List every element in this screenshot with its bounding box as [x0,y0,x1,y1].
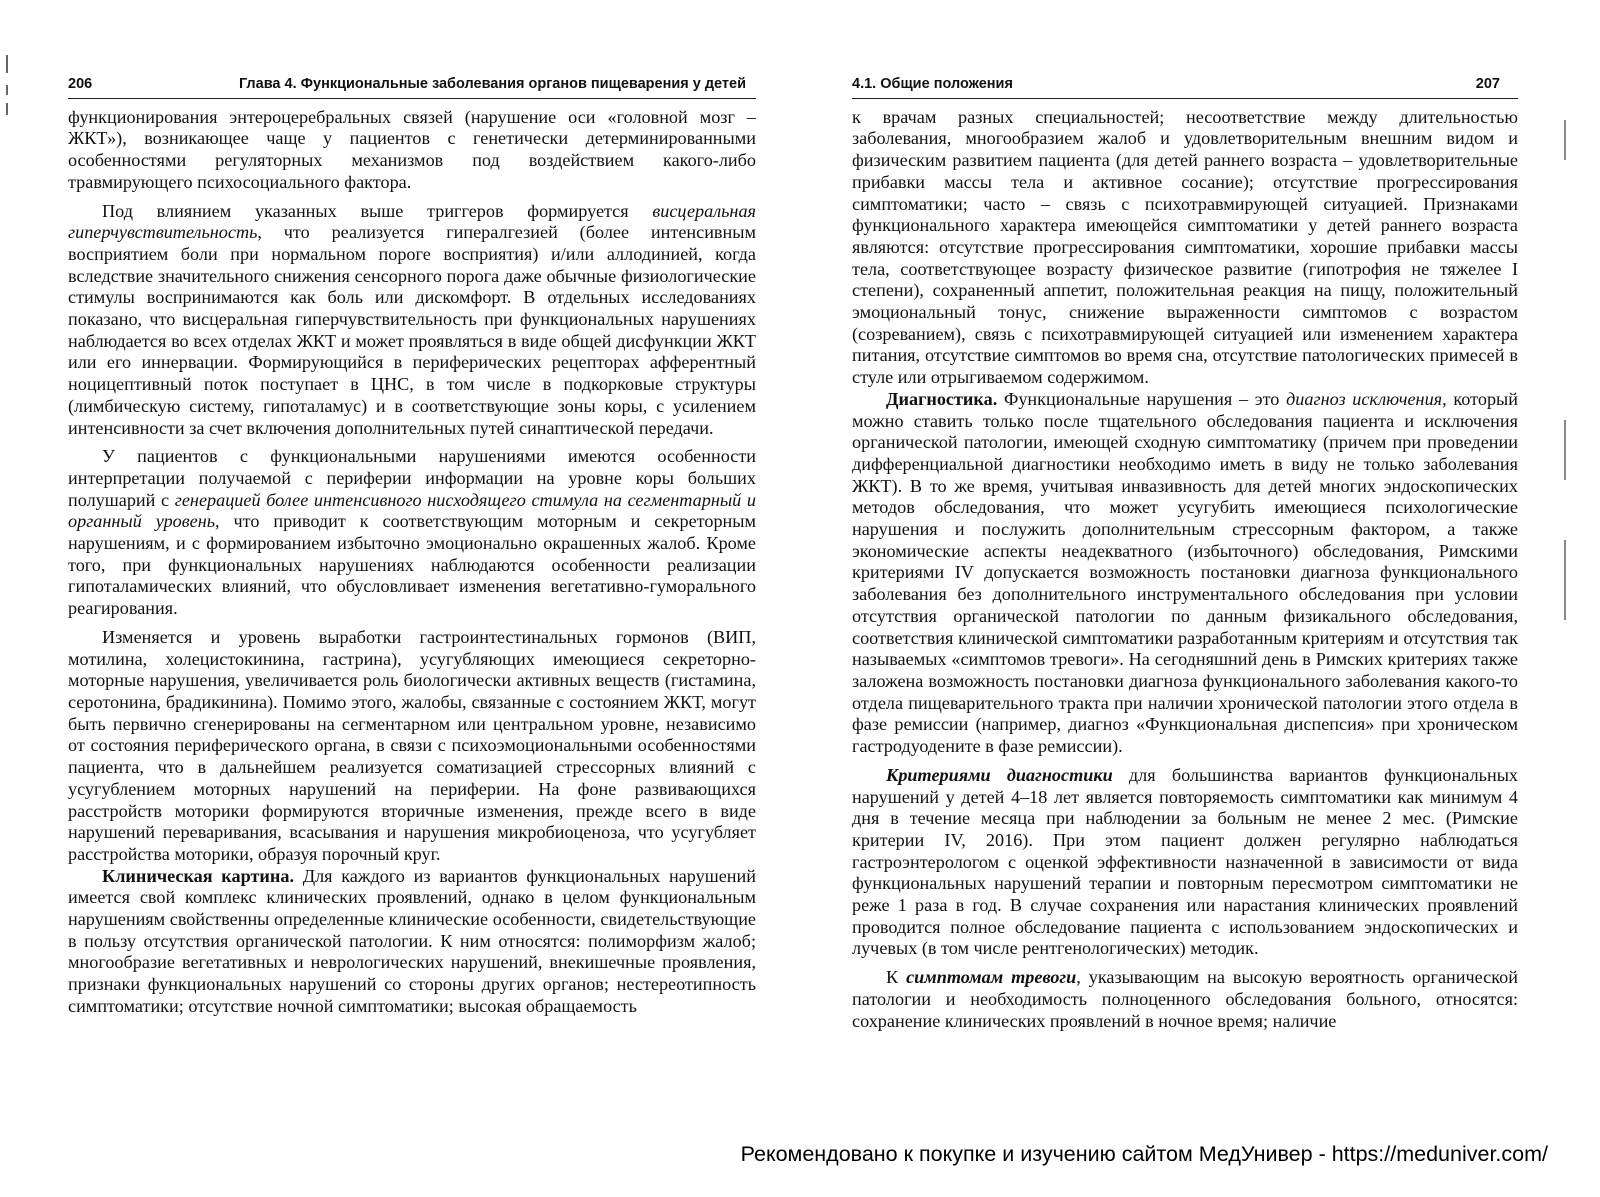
emphasis: генерацией более интенсивного нисходящего стимула на сегментарный и органный уровень [68,489,757,532]
paragraph: Изменяется и уровень выработки гастроинтестинальных гормонов (ВИП, мотилина, холецистокинина, гастрина), усугубляющих имеющиеся секреторно-моторные нарушения, увеличивается роль биологически активных веществ (гистамина, серотонина, брадикинина). Помимо этого, жалобы, связанные с состоянием ЖКТ, могут быть первично сгенерированы на сегментарном или центральном уровне, независимо от состояния периферического органа, в связи с психоэмоциональными особенностями пациента, что в дальнейшем реализуется соматизацией стрессорных влияний с усугублением моторных нарушений на периферии. На фоне развивающихся расстройств моторики формируются вторичные изменения, прежде всего в виде нарушений переваривания, всасывания и нарушения микробиоценоза, что усугубляет расстройства моторики, образуя порочный круг. [68,626,756,864]
watermark-footer: Рекомендовано к покупке и изучению сайтом МедУнивер - https://meduniver.com/ [740,1142,1548,1166]
right-page-header [852,74,1518,99]
paragraph: Критериями диагностики для большинства вариантов функциональных нарушений у детей 4–18 лет является повторяемость симптоматики как минимум 4 дня в течение месяца при наблюдении за больным не менее 2 мес. (Римские критерии IV, 2016). При этом пациент должен регулярно наблюдаться гастроэнтерологом с оценкой эффективности назначенной в зависимости от вида функциональных нарушений терапии и повторным пересмотром симптоматики не реже 1 раза в год. В случае сохранения или нарастания клинических проявлений проводится полное обследование пациента с использованием эндоскопических и лучевых (в том числе рентгенологических) методик. [852,764,1519,959]
left-page-body [68,107,756,1018]
right-page-body [852,107,1518,1033]
paragraph: Клиническая картина. Для каждого из вариантов функциональных нарушений имеется свой комплекс клинических проявлений, однако в целом функциональным нарушениям свойственны определенные клинические особенности, свидетельствующие в пользу отсутствия органической патологии. К ним относятся: полиморфизм жалоб; многообразие вегетативных и неврологических нарушений, внекишечные проявления, признаки функциональных нарушений со стороны других органов; нестереотипность симптоматики; отсутствие ночной симптоматики; высокая обращаемость [68,865,756,1016]
emphasis-bold: симптомам тревоги [906,967,1077,988]
emphasis-bold: Критериями диагностики [886,764,1113,785]
paragraph: к врачам разных специальностей; несоответствие между длительностью заболевания, многообразием жалоб и удовлетворительным внешним видом и физическим развитием пациента (для детей раннего возраста – удовлетворительные прибавки массы тела и активное сосание); отсутствие прогрессирования симптоматики; часто – связь с психотравмирующей ситуацией. Признаками функционального характера имеющейся симптоматики у детей раннего возраста являются: отсутствие прогрессирования симптоматики, хорошие прибавки массы тела, соответствующее возрасту физическое развитие (гипотрофия не тяжелее I степени), сохраненный аппетит, положительная реакция на пищу, положительный эмоциональный тонус, снижение выраженности симптомов с возрастом (созреванием), связь с психотравмирующей ситуацией или изменением характера питания, отсутствие симптомов во время сна, отсутствие патологических примесей в стуле или отрыгиваемом содержимом. [852,106,1518,388]
running-head: 4.1. Общие положения [852,76,1013,92]
paragraph: Под влиянием указанных выше триггеров формируется висцеральная гиперчувствительность, что реализуется гипералгезией (более интенсивным восприятием боли при нормальном пороге восприятия) и/или аллодинией, когда вследствие значительного снижения сенсорного порога даже обычные физиологические стимулы воспринимаются как боль или дискомфорт. В отдельных исследованиях показано, что висцеральная гиперчувствительность при функциональных нарушениях наблюдается во всех отделах ЖКТ и может проявляться в виде общей дисфункции ЖКТ или его иннервации. Формирующийся в периферических рецепторах афферентный ноцицептивный поток поступает в ЦНС, в том числе в подкорковые структуры (лимбическую систему, гипоталамус) и в соответствующие зоны коры, с усилением интенсивности за счет включения дополнительных путей синаптической передачи. [68,200,756,438]
page-edge-marks-right [1564,120,1566,640]
paragraph: К симптомам тревоги, указывающим на высокую вероятность органической патологии и необходимость полноценного обследования больного, относятся: сохранение клинических проявлений в ночное время; наличие [852,967,1518,1031]
page-number: 207 [1475,76,1500,92]
right-page [852,74,1518,1032]
section-heading: Диагностика. [886,388,998,409]
paragraph: функционирования энтероцеребральных связей (нарушение оси «головной мозг – ЖКТ»), возникающее чаще у пациентов с генетически детерминированными особенностями регуляторных механизмов под воздействием какого-либо травмирующего психосоциального фактора. [68,106,756,192]
left-page [68,74,756,1018]
emphasis: диагноз исключения [1286,388,1443,409]
page-number: 206 [68,76,93,92]
paragraph: У пациентов с функциональными нарушениями имеются особенности интерпретации получаемой с периферии информации на уровне коры больших полушарий с генерацией более интенсивного нисходящего стимула на сегментарный и органный уровень, что приводит к соответствующим моторным и секреторным нарушениям, и с формированием избыточно эмоционально окрашенных жалоб. Кроме того, при функциональных нарушениях наблюдаются особенности реализации гипоталамических влияний, что обусловливает изменения вегетативно-гуморального реагирования. [68,446,757,619]
emphasis: висцеральная гиперчувствительность [68,200,756,243]
paragraph: Диагностика. Функциональные нарушения – это диагноз исключения, который можно ставить только после тщательного обследования пациента и исключения органической патологии, имеющей сходную симптоматику (причем при проведении дифференциальной диагностики необходимо иметь в виду не только заболевания ЖКТ). В то же время, учитывая инвазивность для детей многих эндоскопических методов обследования, что может усугубить имеющиеся психологические нарушения и послужить дополнительным стрессорным фактором, а также экономические аспекты неадекватного (избыточного) обследования, Римскими критериями IV допускается возможность постановки диагноза функционального заболевания без дополнительного инструментального обследования при условии отсутствия органической патологии по данным физикального обследования, соответствия клинической симптоматики разработанным критериям и отсутствия так называемых «симптомов тревоги». На сегодняшний день в Римских критериях также заложена возможность постановки диагноза функционального заболевания какого-то отдела пищеварительного тракта при наличии хронической патологии этого отдела в фазе ремиссии (например, диагноз «Функциональная диспепсия» при хроническом гастродуодените в фазе ремиссии). [852,388,1518,757]
left-page-header [68,74,756,99]
page-edge-marks [6,55,8,115]
section-heading: Клиническая картина. [102,865,294,886]
running-head: Глава 4. Функциональные заболевания органов пищеварения у детей [238,76,746,92]
